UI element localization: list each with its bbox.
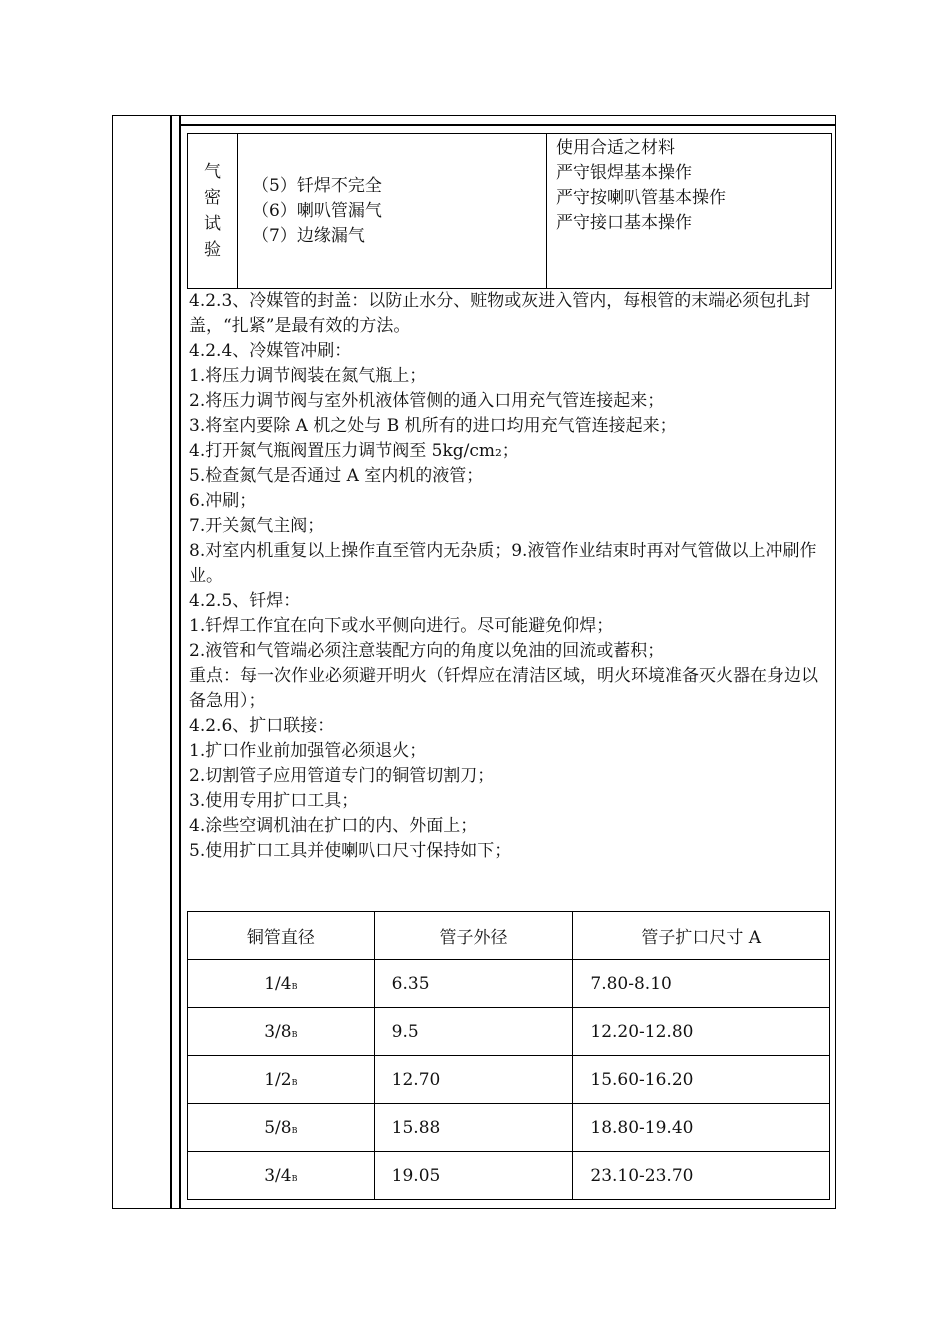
column-divider-right bbox=[179, 115, 181, 1209]
paragraph: 4.打开氮气瓶阀置压力调节阀至 5kg/cm₂； bbox=[189, 441, 519, 461]
flare-cell: 7.80-8.10 bbox=[573, 960, 830, 1008]
diameter-unit: B bbox=[291, 1173, 298, 1183]
diameter-value: 5/8 bbox=[264, 1117, 292, 1138]
diameter-value: 1/4 bbox=[264, 973, 292, 994]
paragraph: 8.对室内机重复以上操作直至管内无杂质；9.液管作业结束时再对气管做以上冲刷作业。 bbox=[189, 541, 817, 586]
category-char: 验 bbox=[204, 240, 221, 260]
header-diameter: 铜管直径 bbox=[188, 912, 375, 960]
header-outer-diameter: 管子外径 bbox=[374, 912, 573, 960]
section-heading: 4.2.6、扩口联接： bbox=[189, 716, 335, 736]
paragraph: 4.涂些空调机油在扩口的内、外面上； bbox=[189, 816, 478, 836]
diameter-unit: B bbox=[291, 1077, 298, 1087]
table-row bbox=[188, 960, 830, 1008]
diameter-cell bbox=[188, 1152, 375, 1200]
paragraph: 6.冲刷； bbox=[189, 491, 257, 511]
paragraph: 3.将室内要除 A 机之处与 B 机所有的进口均用充气管连接起来； bbox=[189, 416, 677, 436]
procedure-text bbox=[189, 289, 833, 864]
measure-item: 严守按喇叭管基本操作 bbox=[556, 188, 726, 208]
category-char: 气 bbox=[204, 162, 221, 182]
column-divider-left bbox=[170, 115, 172, 1209]
outer-cell: 15.88 bbox=[374, 1104, 573, 1152]
paragraph: 5.使用扩口工具并使喇叭口尺寸保持如下； bbox=[189, 841, 512, 861]
gas-leak-category bbox=[188, 134, 238, 288]
diameter-cell bbox=[188, 960, 375, 1008]
gas-leak-table bbox=[187, 133, 832, 289]
diameter-cell bbox=[188, 1104, 375, 1152]
table-row bbox=[188, 1056, 830, 1104]
paragraph: 2.液管和气管端必须注意装配方向的角度以免油的回流或蓄积； bbox=[189, 641, 665, 661]
table-row bbox=[188, 1104, 830, 1152]
outer-cell: 6.35 bbox=[374, 960, 573, 1008]
diameter-cell bbox=[188, 1008, 375, 1056]
measure-item: 使用合适之材料 bbox=[556, 138, 675, 158]
paragraph: 重点：每一次作业必须避开明火（钎焊应在清洁区域，明火环境准备灭火器在身边以备急用）； bbox=[189, 666, 818, 711]
paragraph: 1.扩口作业前加强管必须退火； bbox=[189, 741, 427, 761]
flare-cell: 23.10-23.70 bbox=[573, 1152, 830, 1200]
section-heading: 4.2.5、钎焊： bbox=[189, 591, 301, 611]
gas-leak-causes bbox=[238, 134, 547, 288]
table-row bbox=[188, 1008, 830, 1056]
paragraph: 4.2.3、冷媒管的封盖：以防止水分、赃物或灰进入管内，每根管的末端必须包扎封盖，“扎紧”是最有效的方法。 bbox=[189, 291, 811, 336]
diameter-cell bbox=[188, 1056, 375, 1104]
paragraph: 1.将压力调节阀装在氮气瓶上； bbox=[189, 366, 427, 386]
flare-cell: 18.80-19.40 bbox=[573, 1104, 830, 1152]
outer-cell: 19.05 bbox=[374, 1152, 573, 1200]
measure-item: 严守银焊基本操作 bbox=[556, 163, 692, 183]
flare-cell: 15.60-16.20 bbox=[573, 1056, 830, 1104]
paragraph: 2.将压力调节阀与室外机液体管侧的通入口用充气管连接起来； bbox=[189, 391, 665, 411]
gas-leak-measures bbox=[547, 134, 831, 290]
paragraph: 1.钎焊工作宜在向下或水平侧向进行。尽可能避免仰焊； bbox=[189, 616, 614, 636]
cause-item: （5）钎焊不完全 bbox=[252, 175, 382, 196]
category-char: 密 bbox=[204, 188, 221, 208]
table-header-row bbox=[188, 912, 830, 960]
diameter-unit: B bbox=[291, 981, 298, 991]
diameter-value: 3/4 bbox=[264, 1165, 292, 1186]
header-flare-size: 管子扩口尺寸 A bbox=[573, 912, 830, 960]
section-heading: 4.2.4、冷媒管冲刷： bbox=[189, 341, 352, 361]
cause-item: （7）边缘漏气 bbox=[252, 225, 365, 246]
category-char: 试 bbox=[204, 214, 221, 234]
cause-item: （6）喇叭管漏气 bbox=[252, 200, 382, 221]
paragraph: 2.切割管子应用管道专门的铜管切割刀； bbox=[189, 766, 495, 786]
flare-cell: 12.20-12.80 bbox=[573, 1008, 830, 1056]
outer-cell: 12.70 bbox=[374, 1056, 573, 1104]
outer-cell: 9.5 bbox=[374, 1008, 573, 1056]
diameter-value: 3/8 bbox=[264, 1021, 292, 1042]
diameter-unit: B bbox=[291, 1125, 298, 1135]
flare-size-table bbox=[187, 911, 830, 1200]
diameter-value: 1/2 bbox=[264, 1069, 292, 1090]
measure-item: 严守接口基本操作 bbox=[556, 213, 692, 233]
paragraph: 5.检查氮气是否通过 A 室内机的液管； bbox=[189, 466, 484, 486]
diameter-unit: B bbox=[291, 1029, 298, 1039]
paragraph: 3.使用专用扩口工具； bbox=[189, 791, 359, 811]
paragraph: 7.开关氮气主阀； bbox=[189, 516, 325, 536]
top-rule bbox=[179, 124, 836, 126]
table-row bbox=[188, 1152, 830, 1200]
